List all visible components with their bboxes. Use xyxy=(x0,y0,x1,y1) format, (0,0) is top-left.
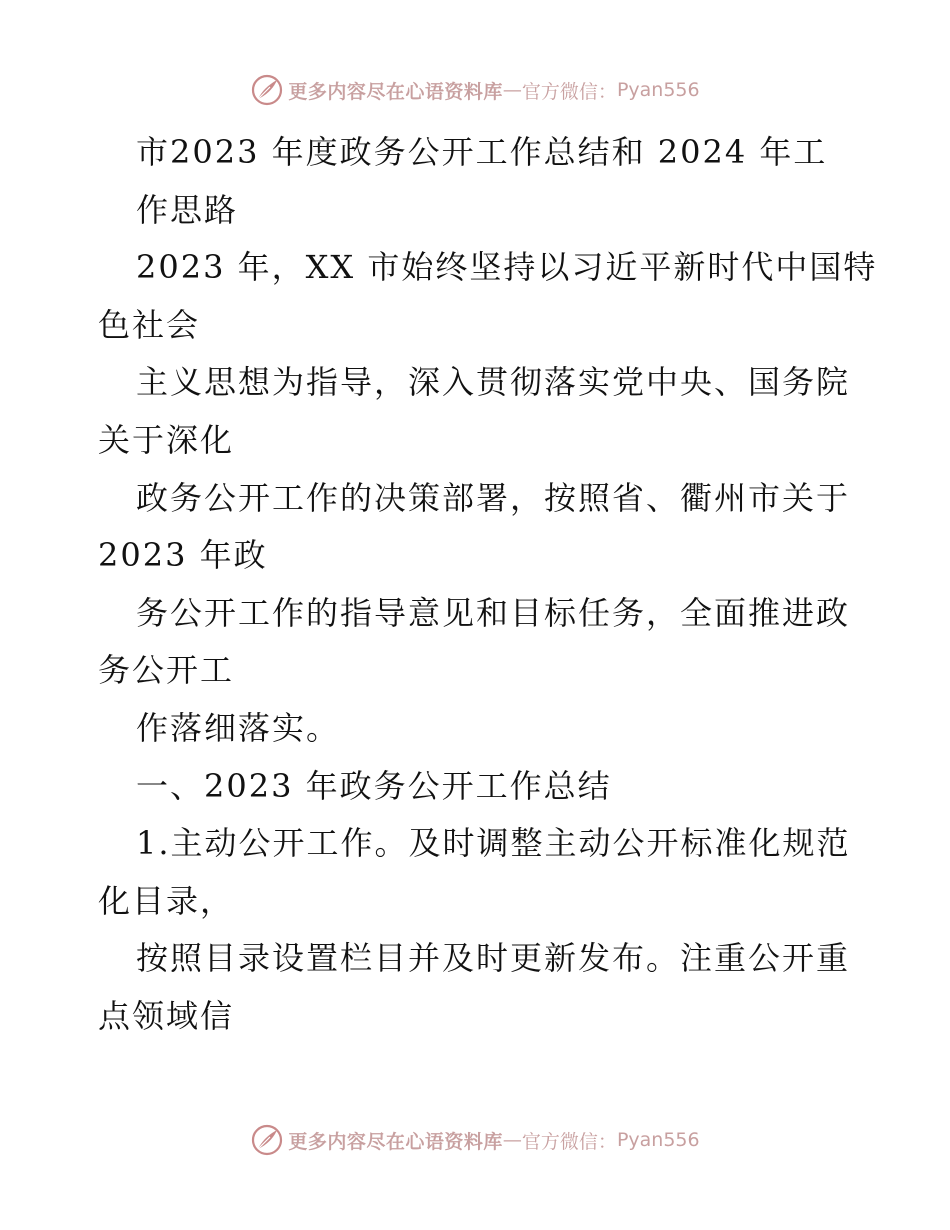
top-watermark-banner xyxy=(0,72,950,108)
watermark-main-text: 更多内容尽在心语资料库 xyxy=(288,1130,503,1153)
watermark-wechat-id: Pyan556 xyxy=(616,1129,700,1151)
paragraph-line: 1.主动公开工作。及时调整主动公开标准化规范 xyxy=(136,824,851,863)
paragraph-line: 关于深化 xyxy=(98,420,235,459)
section-heading: 一、2023 年政务公开工作总结 xyxy=(136,766,612,805)
paragraph-line: 务公开工 xyxy=(98,651,235,690)
paragraph-line: 按照目录设置栏目并及时更新发布。注重公开重 xyxy=(136,939,851,978)
feather-pen-logo-icon xyxy=(250,1123,284,1157)
paragraph-line: 色社会 xyxy=(98,305,201,344)
paragraph-line: 化目录， xyxy=(98,881,235,920)
watermark-wechat-label: 官方微信： xyxy=(521,80,617,103)
paragraph-line: 作落细落实。 xyxy=(136,708,341,747)
paragraph-line: 2023 年政 xyxy=(98,536,268,575)
paragraph-line: 点领域信 xyxy=(98,996,235,1035)
watermark-separator: — xyxy=(502,79,522,101)
paragraph-line: 务公开工作的指导意见和目标任务，全面推进政 xyxy=(136,593,851,632)
bottom-watermark-banner xyxy=(0,1122,950,1158)
watermark-separator: — xyxy=(502,1129,522,1151)
paragraph-line: 2023 年，XX 市始终坚持以习近平新时代中国特 xyxy=(136,248,878,287)
paragraph-line: 政务公开工作的决策部署，按照省、衢州市关于 xyxy=(136,478,851,517)
feather-pen-logo-icon xyxy=(250,73,284,107)
watermark-wechat-label: 官方微信： xyxy=(521,1130,617,1153)
document-title-line: 市2023 年度政务公开工作总结和 2024 年工 xyxy=(136,133,828,171)
document-body xyxy=(98,124,878,1046)
document-title-line: 作思路 xyxy=(136,190,239,229)
watermark-main-text: 更多内容尽在心语资料库 xyxy=(288,80,503,103)
watermark-wechat-id: Pyan556 xyxy=(616,79,700,101)
paragraph-line: 主义思想为指导，深入贯彻落实党中央、国务院 xyxy=(136,363,851,402)
